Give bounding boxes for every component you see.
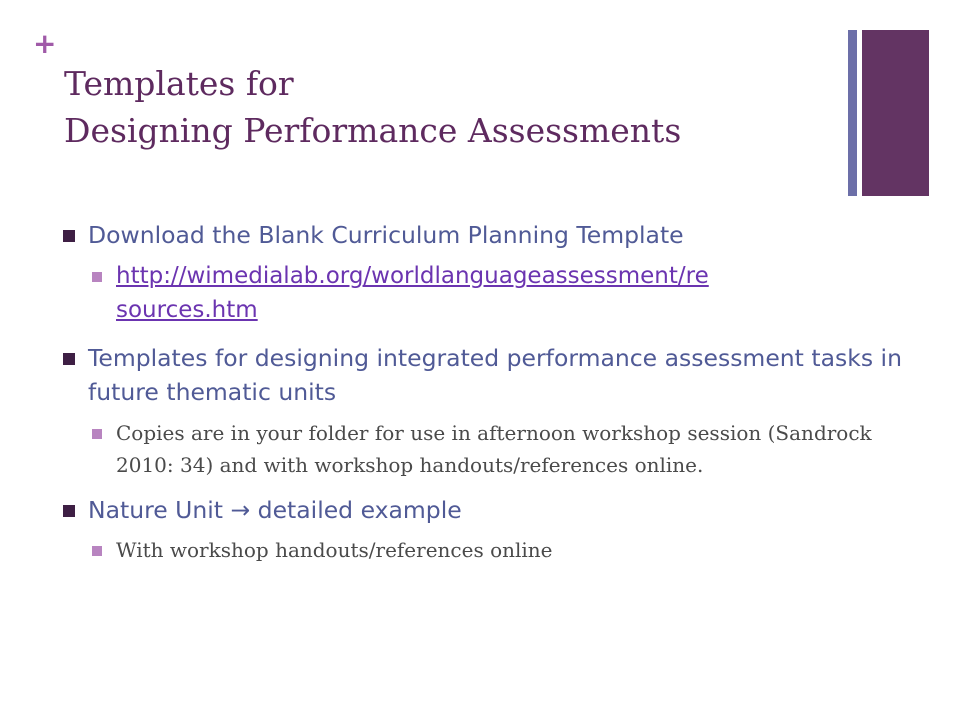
accent-bar-thick [862,30,929,196]
plus-icon: + [33,27,57,60]
sub-item-link [62,259,902,327]
right-arrow-icon: → [230,496,251,524]
sub-bullet-text: Copies are in your folder for use in afternoon workshop session (Sandrock 2010: 34) and with workshop handouts/references online. [116,421,872,477]
square-bullet-icon [92,272,102,282]
bullet-text: Download the Blank Curriculum Planning Template [88,221,684,249]
square-bullet-icon [92,546,102,556]
bullet-text: Templates for designing integrated performance assessment tasks in future thematic units [88,344,902,406]
slide-title [64,60,824,154]
square-bullet-icon [63,505,75,517]
title-line-1: Templates for [64,64,294,103]
slide-body [62,218,902,566]
accent-bar-thin [848,30,857,196]
bullet-text-before-arrow: Nature Unit [88,496,223,524]
sub-item-workshop [62,534,902,566]
bullet-item-templates [62,341,902,409]
square-bullet-icon [63,230,75,242]
square-bullet-icon [63,353,75,365]
bullet-text-after-arrow: detailed example [257,496,462,524]
resources-link[interactable]: http://wimedialab.org/worldlanguageassessment/re sources.htm [116,263,709,323]
bullet-item-nature-unit [62,493,902,527]
title-line-2: Designing Performance Assessments [64,111,682,150]
sub-bullet-text: With workshop handouts/references online [116,538,553,562]
bullet-item-download [62,218,902,252]
square-bullet-icon [92,429,102,439]
sub-item-copies [62,417,902,481]
